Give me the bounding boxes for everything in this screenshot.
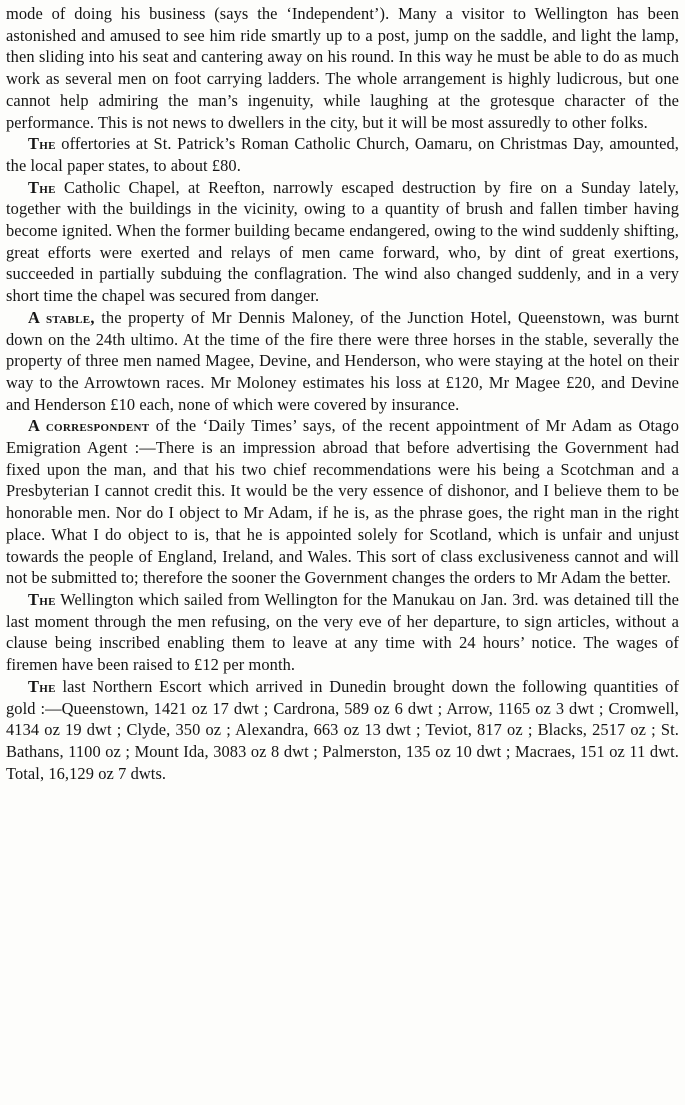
paragraph-lead: The — [28, 134, 56, 154]
paragraph-offertories — [6, 133, 679, 176]
paragraph-reefton-chapel — [6, 177, 679, 307]
paragraph-emigration-agent — [6, 415, 679, 589]
paragraph-text: Wellington which sailed from Wellington for the Manukau on Jan. 3rd. was detained till the last moment through the men refusing, on the very eve of her departure, to sign articles, without a clause being inscribed enabling them to leave at any time with 24 hours’ notice. The wages of firemen have been raised to £12 per month. — [6, 589, 679, 675]
paragraph-text: offertories at St. Patrick’s Roman Catholic Church, Oamaru, on Christmas Day, amounted, the local paper states, to about £80. — [6, 134, 679, 175]
paragraph-text: the property of Mr Dennis Maloney, of the Junction Hotel, Queenstown, was burnt down on the 24th ultimo. At the time of the fire there were three horses in the stable, severally the property of three men named Magee, Devine, and Henderson, who were staying at the hotel on their way to the Arrowtown races. Mr Moloney estimates his loss at £120, Mr Magee £20, and Devine and Henderson £10 each, none of which were covered by insurance. — [6, 307, 680, 414]
paragraph-lead: A stable, — [28, 307, 95, 327]
paragraph-gold-escort — [6, 676, 679, 785]
paragraph-wellington-ship — [6, 589, 679, 676]
paragraph-lead: A correspondent — [28, 416, 150, 436]
paragraph-text: Catholic Chapel, at Reefton, narrowly escaped destruction by fire on a Sunday lately, together with the buildings in the vicinity, owing to a quantity of brush and fallen timber having become ignited. When the former building became endangered, owing to the wind suddenly shifting, great efforts were exerted and relays of men came forward, who, by dint of great exertions, succeeded in partially subduing the conflagration. The wind also changed suddenly, and in a very short time the chapel was secured from danger. — [6, 177, 679, 306]
paragraph-lead: The — [28, 589, 56, 609]
paragraph-lead: The — [28, 676, 56, 696]
paragraph-text: mode of doing his business (says the ‘Independent’). Many a visitor to Wellington has been astonished and amused to see him ride smartly up to a post, jump on the saddle, and light the lamp, then sliding into his seat and cantering away on his round. In this way he must be able to do as much work as several men on foot carrying ladders. The whole arrangement is highly ludicrous, but one cannot help admiring the man’s ingenuity, while laughing at the grotesque character of the performance. This is not news to dwellers in the city, but it will be most assuredly to other folks. — [6, 4, 679, 132]
paragraph-text: of the ‘Daily Times’ says, of the recent appointment of Mr Adam as Otago Emigration Agent :—There is an impression abroad that before advertising the Government had fixed upon the man, and that his two chief recommendations were his being a Scotchman and a Presbyterian I cannot credit this. It would be the very essence of dishonor, and I believe them to be honorable men. Nor do I object to Mr Adam, if he is, as the phrase goes, the right man in the right place. What I do object to is, that he is appointed solely for Scotland, which is unfair and unjust towards the people of England, Ireland, and Wales. This sort of class exclusiveness cannot and will not be submitted to; therefore the sooner the Government changes the orders to Mr Adam the better. — [6, 416, 679, 588]
paragraph-lead: The — [28, 177, 56, 197]
paragraph-text: last Northern Escort which arrived in Dunedin brought down the following quantities of gold :—Queenstown, 1421 oz 17 dwt ; Cardrona, 589 oz 6 dwt ; Arrow, 1165 oz 3 dwt ; Cromwell, 4134 oz 19 dwt ; Clyde, 350 oz ; Alexandra, 663 oz 13 dwt ; Teviot, 817 oz ; Blacks, 2517 oz ; St. Bathans, 1100 oz ; Mount Ida, 3083 oz 8 dwt ; Palmerston, 135 oz 10 dwt ; Macraes, 151 oz 11 dwt. Total, 16,129 oz 7 dwts. — [6, 676, 679, 783]
paragraph-lamplighter — [6, 3, 679, 133]
paragraph-stable-fire — [6, 307, 679, 416]
